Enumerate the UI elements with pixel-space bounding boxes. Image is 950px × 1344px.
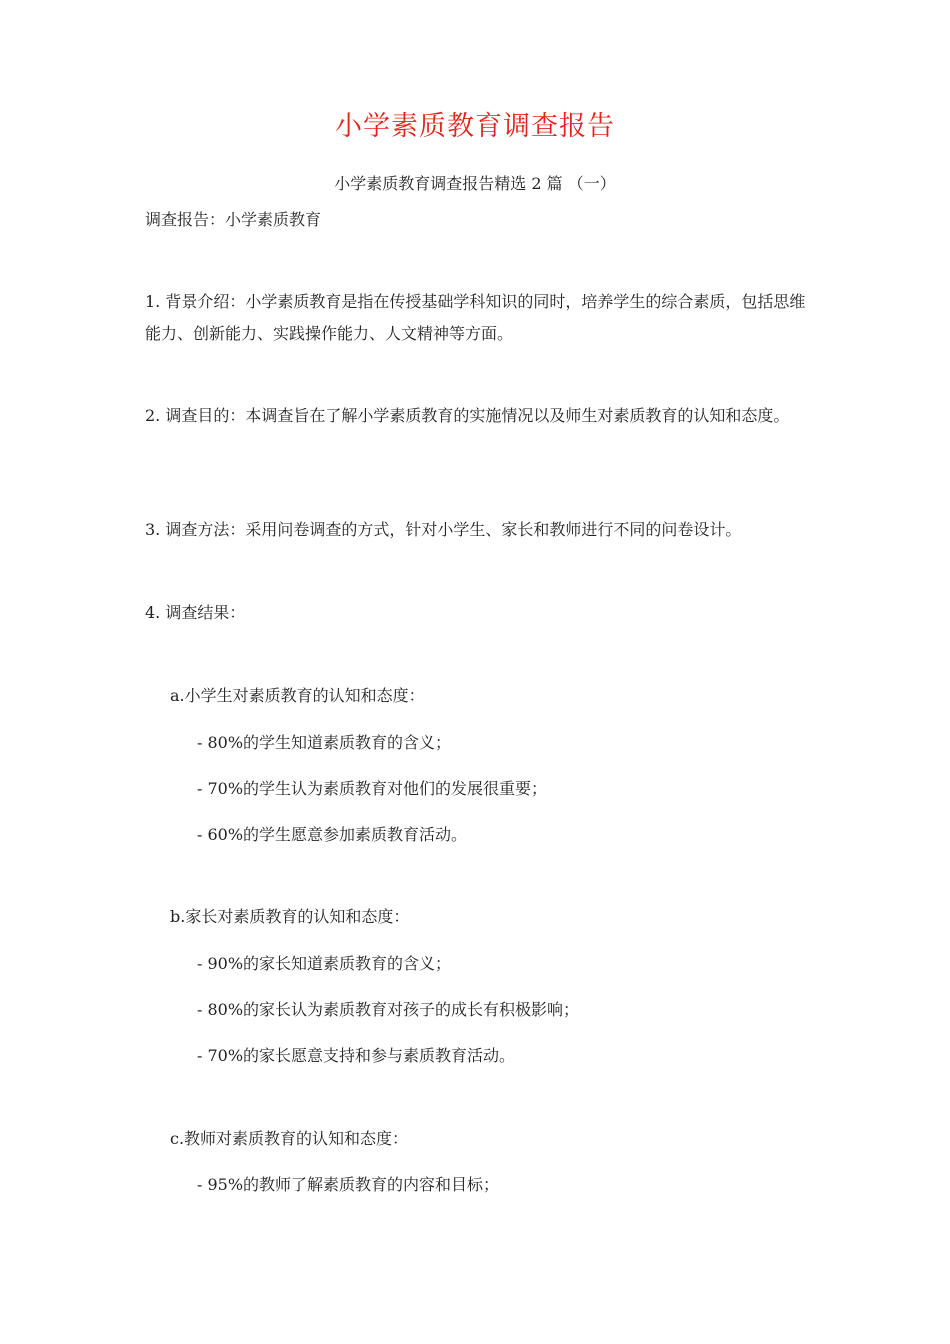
list-item: - 80%的学生知道素质教育的含义；: [197, 733, 452, 752]
section-background: 1. 背景介绍：小学素质教育是指在传授基础学科知识的同时，培养学生的综合素质，包括思维能力、创新能力、实践操作能力、人文精神等方面。: [145, 292, 806, 343]
section-purpose: 2. 调查目的：本调查旨在了解小学素质教育的实施情况以及师生对素质教育的认知和态度。: [145, 406, 790, 425]
list-item: - 60%的学生愿意参加素质教育活动。: [197, 825, 468, 844]
section-results: 4. 调查结果：: [145, 603, 246, 622]
list-item: - 95%的教师了解素质教育的内容和目标；: [197, 1175, 500, 1194]
section-method: 3. 调查方法：采用问卷调查的方式，针对小学生、家长和教师进行不同的问卷设计。: [145, 520, 742, 539]
group-heading-students: a.小学生对素质教育的认知和态度：: [170, 686, 425, 705]
list-item: - 80%的家长认为素质教育对孩子的成长有积极影响；: [197, 1000, 580, 1019]
page-title: 小学素质教育调查报告: [335, 111, 615, 142]
report-label: 调查报告：小学素质教育: [145, 210, 322, 229]
group-heading-teachers: c.教师对素质教育的认知和态度：: [170, 1129, 409, 1148]
list-item: - 90%的家长知道素质教育的含义；: [197, 954, 452, 973]
page-subtitle: 小学素质教育调查报告精选 2 篇 （一）: [334, 174, 616, 193]
group-heading-parents: b.家长对素质教育的认知和态度：: [170, 907, 410, 926]
list-item: - 70%的家长愿意支持和参与素质教育活动。: [197, 1046, 516, 1065]
list-item: - 70%的学生认为素质教育对他们的发展很重要；: [197, 779, 548, 798]
